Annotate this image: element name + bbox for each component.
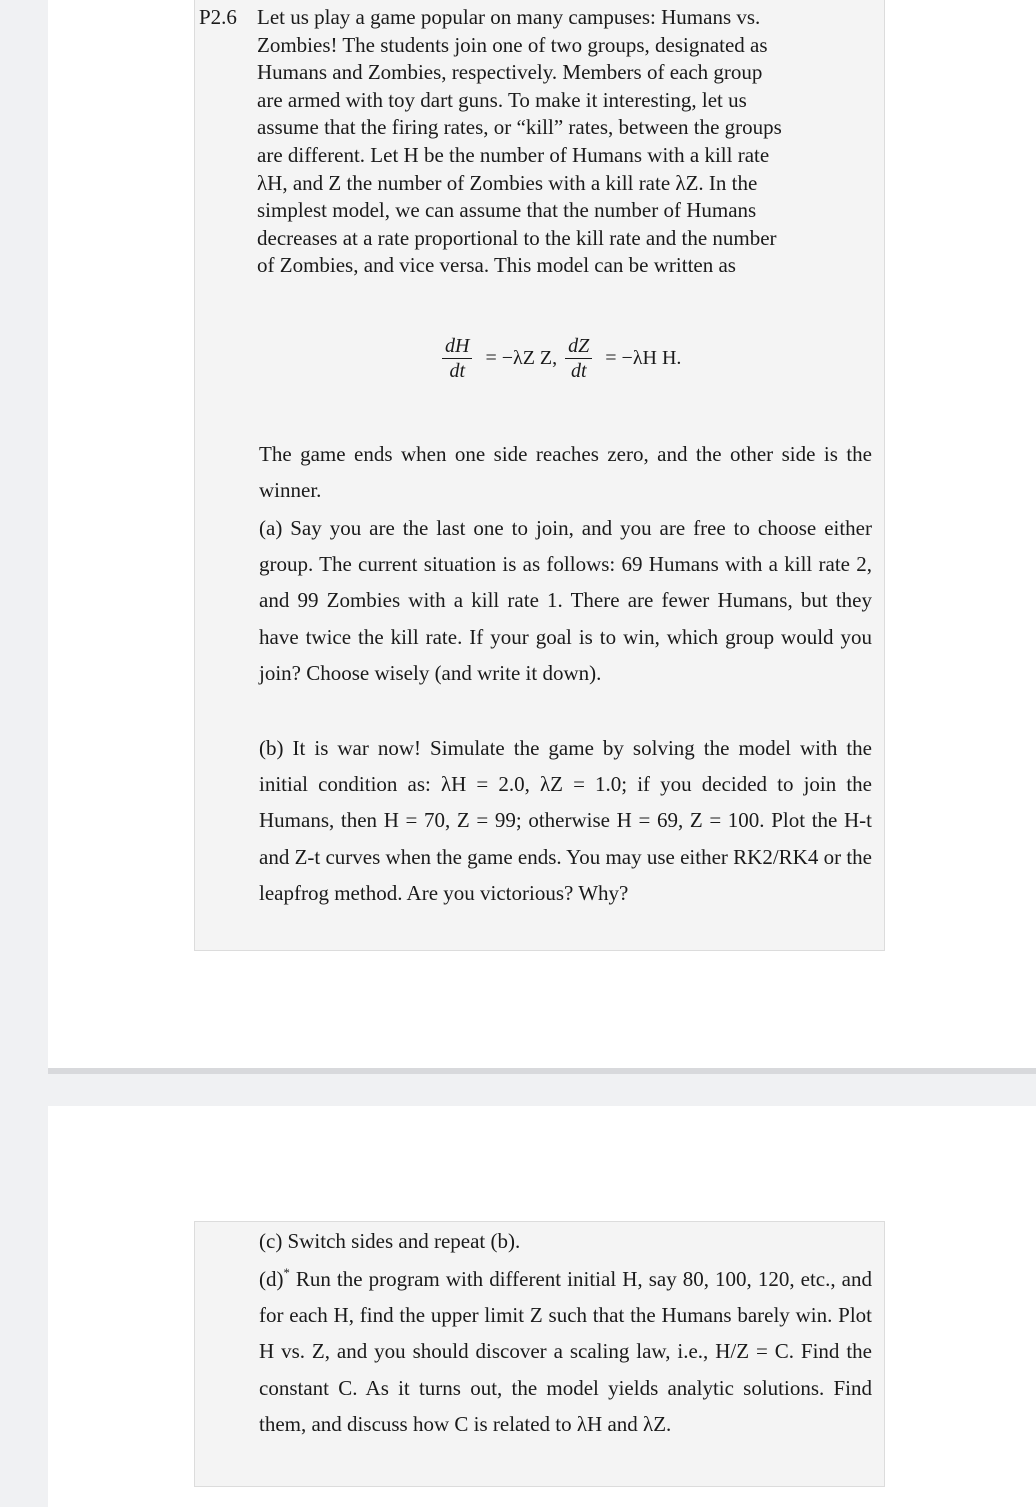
part-d-paragraph bbox=[259, 1261, 872, 1442]
part-c-paragraph: (c) Switch sides and repeat (b). bbox=[259, 1229, 521, 1253]
intro-line: Let us play a game popular on many campuses: Humans vs. bbox=[257, 5, 761, 29]
part-d-star: * bbox=[283, 1266, 290, 1281]
intro-line: Zombies! The students join one of two groups, designated as bbox=[257, 32, 768, 57]
part-d-label: (d) bbox=[259, 1267, 284, 1291]
page-separator bbox=[48, 1068, 1036, 1074]
intro-line: of Zombies, and vice versa. This model can be written as bbox=[257, 253, 736, 278]
intro-line: are different. Let H be the number of Humans with a kill rate bbox=[257, 142, 770, 167]
problem-intro bbox=[257, 4, 877, 280]
fraction-denominator: dt bbox=[449, 359, 465, 382]
fraction-numerator: dH bbox=[442, 335, 472, 359]
game-end-paragraph: The game ends when one side reaches zero, and the other side is the winner. bbox=[259, 442, 872, 503]
model-equation bbox=[440, 328, 687, 388]
fraction-numerator: dZ bbox=[565, 335, 592, 359]
intro-line: Humans and Zombies, respectively. Members of each group bbox=[257, 60, 763, 85]
intro-line: are armed with toy dart guns. To make it interesting, let us bbox=[257, 87, 747, 112]
problem-number: P2.6 bbox=[199, 5, 237, 29]
intro-line: decreases at a rate proportional to the kill rate and the number bbox=[257, 225, 777, 250]
equation-rhs-2: = −λH H. bbox=[600, 346, 682, 369]
part-a-paragraph: (a) Say you are the last one to join, and you are free to choose either group. The current situation is as follows: 69 Humans with a kill rate 2, and 99 Zombies with a kill rate 1. There are fewer Humans, but they have twice the kill rate. If your goal is to win, which group would you join? Choose wisely (and write it down). bbox=[259, 516, 872, 685]
part-d-text: Run the program with different initial H, say 80, 100, 120, etc., and for each H, find the upper limit Z such that the Humans barely win. Plot H vs. Z, and you should discover a scaling law, i.e., H/Z = C. Find the constant C. As it turns out, the model yields analytic solutions. Find them, and discuss how C is related to λH and λZ. bbox=[259, 1267, 873, 1436]
intro-line: simplest model, we can assume that the number of Humans bbox=[257, 198, 757, 223]
equation-rhs-1: = −λZ Z, bbox=[480, 346, 558, 369]
fraction-dz-dt bbox=[565, 335, 592, 382]
intro-line: assume that the firing rates, or “kill” rates, between the groups bbox=[257, 115, 782, 140]
part-b-paragraph: (b) It is war now! Simulate the game by solving the model with the initial condition as: λH = 2.0, λZ = 1.0; if you decided to join the Humans, then H = 70, Z = 99; otherwise H = 69, Z = 100. Plot the H-t and Z-t curves when the game ends. You may use either RK2/RK4 or the leapfrog method. Are you victorious? Why? bbox=[259, 736, 872, 905]
fraction-dh-dt bbox=[442, 335, 472, 382]
fraction-denominator: dt bbox=[570, 359, 587, 382]
intro-line: λH, and Z the number of Zombies with a kill rate λZ. In the bbox=[257, 170, 758, 195]
